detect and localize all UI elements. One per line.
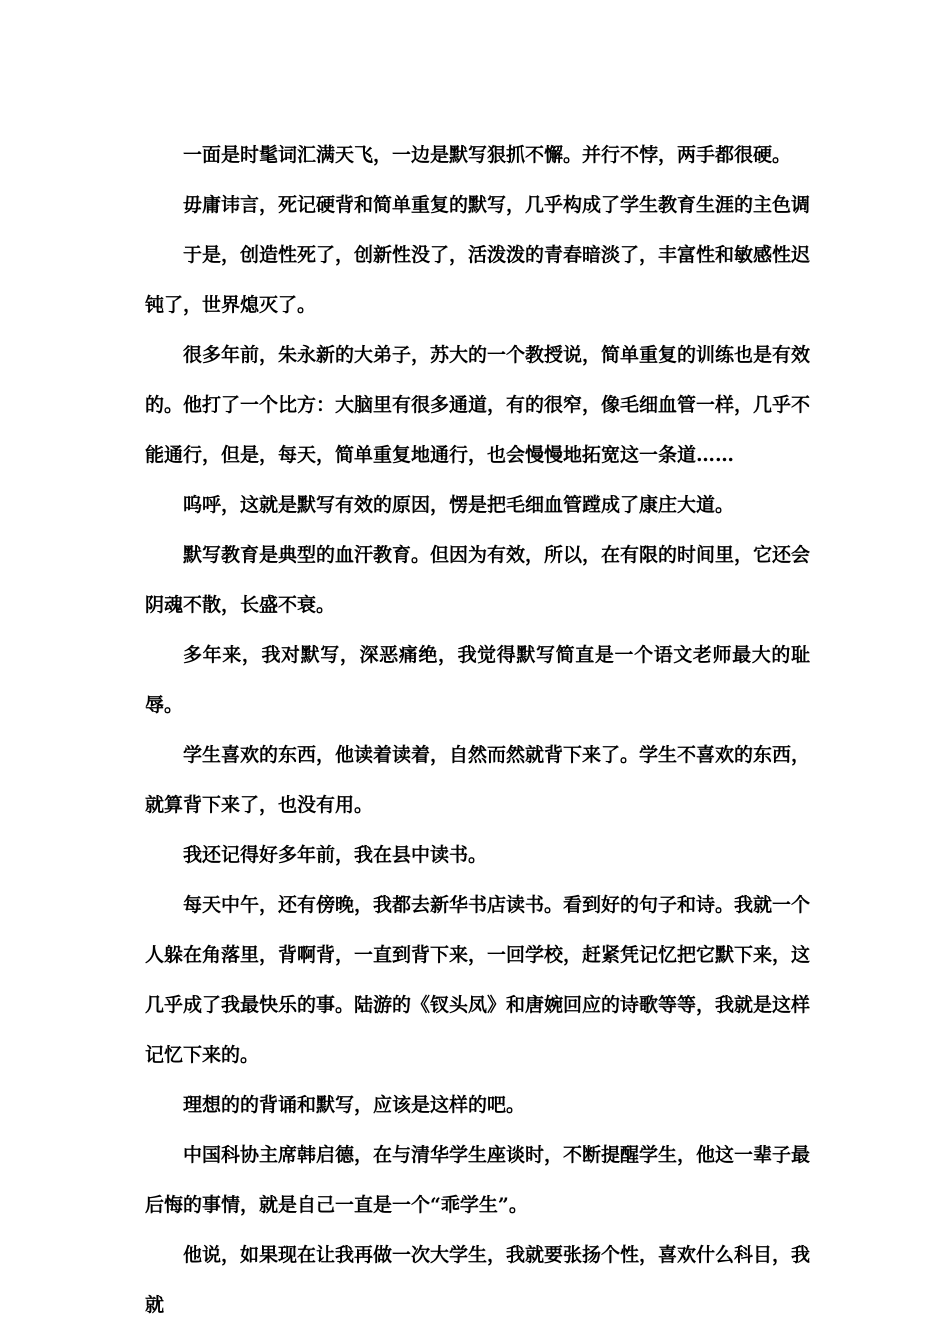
- paragraph-7: 多年来，我对默写，深恶痛绝，我觉得默写简直是一个语文老师最大的耻辱。: [145, 644, 810, 716]
- paragraph-1: 一面是时髦词汇满天飞，一边是默写狠抓不懈。并行不悖，两手都很硬。: [183, 144, 792, 166]
- paragraph-5: 呜呼，这就是默写有效的原因，愣是把毛细血管蹚成了康庄大道。: [183, 494, 735, 516]
- paragraph-12: 中国科协主席韩启德，在与清华学生座谈时，不断提醒学生，他这一辈子最后悔的事情，就是自己一直是一个“乖学生”。: [145, 1144, 811, 1216]
- paragraph-11: 理想的的背诵和默写，应该是这样的吧。: [183, 1094, 526, 1116]
- paragraph-9: 我还记得好多年前，我在县中读书。: [183, 844, 488, 866]
- paragraph-13: 他说，如果现在让我再做一次大学生，我就要张扬个性，喜欢什么科目，我就: [145, 1244, 811, 1316]
- paragraph-10: 每天中午，还有傍晚，我都去新华书店读书。看到好的句子和诗。我就一个人躲在角落里，背啊背，一直到背下来，一回学校，赶紧凭记忆把它默下来，这几乎成了我最快乐的事。陆游的《钗头凤》和唐婉回应的诗歌等等，我就是这样记忆下来的。: [145, 894, 811, 1066]
- body-text: [145, 130, 810, 1330]
- paragraph-6: 默写教育是典型的血汗教育。但因为有效，所以，在有限的时间里，它还会阴魂不散，长盛不衰。: [145, 544, 811, 616]
- paragraph-4: 很多年前，朱永新的大弟子，苏大的一个教授说，简单重复的训练也是有效的。他打了一个比方：大脑里有很多通道，有的很窄，像毛细血管一样，几乎不能通行，但是，每天，简单重复地通行，也会慢慢地拓宽这一条道……: [145, 344, 811, 466]
- paragraph-8: 学生喜欢的东西，他读着读着，自然而然就背下来了。学生不喜欢的东西，就算背下来了，也没有用。: [145, 744, 811, 816]
- paragraph-3: 于是，创造性死了，创新性没了，活泼泼的青春暗淡了，丰富性和敏感性迟钝了，世界熄灭了。: [145, 244, 811, 316]
- paragraph-2: 毋庸讳言，死记硬背和简单重复的默写，几乎构成了学生教育生涯的主色调: [183, 194, 811, 216]
